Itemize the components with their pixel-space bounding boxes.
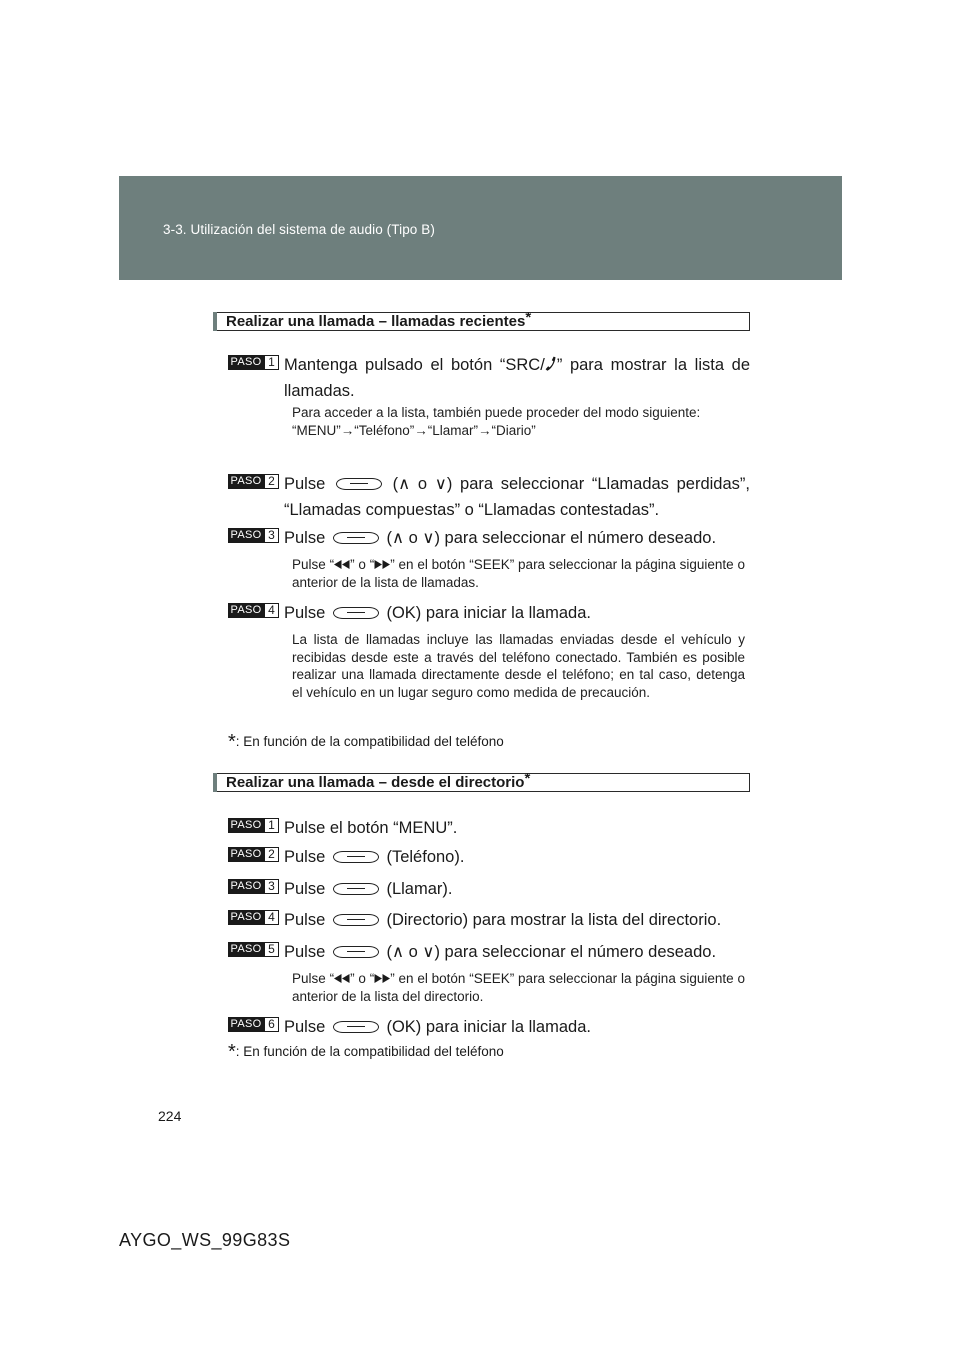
control-button-icon	[333, 851, 379, 863]
rewind-icon	[334, 974, 350, 983]
step-6: PASO 6 Pulse (OK) para iniciar la llamada.	[228, 1014, 750, 1040]
step-2: PASO 2 Pulse (Teléfono).	[228, 844, 750, 870]
chapter-header-title: 3-3. Utilización del sistema de audio (Tipo B)	[163, 222, 435, 237]
control-button-icon	[333, 946, 379, 958]
step-badge: PASO 3	[228, 528, 279, 543]
fast-forward-icon	[374, 974, 390, 983]
control-button-icon	[336, 478, 382, 490]
rewind-icon	[334, 560, 350, 569]
control-button-icon	[333, 1021, 379, 1033]
step-3: PASO 3 Pulse (Llamar).	[228, 876, 750, 902]
document-code: AYGO_WS_99G83S	[119, 1230, 291, 1250]
section-title-text: Realizar una llamada – desde el directorio	[226, 774, 525, 791]
control-button-icon	[333, 607, 379, 619]
footnote-mark: *	[525, 309, 532, 326]
step-badge: PASO 5	[228, 942, 279, 957]
footnote-2: *: En función de la compatibilidad del teléfono	[228, 1041, 504, 1063]
section-title-directory	[213, 770, 750, 792]
step-badge: PASO 3	[228, 879, 279, 894]
step-3: PASO 3 Pulse (∧ o ∨) para seleccionar el número deseado.	[228, 525, 750, 551]
section-title-recent-calls	[213, 309, 750, 331]
chapter-header-band	[119, 176, 842, 280]
step-badge: PASO 2	[228, 847, 279, 862]
control-button-icon	[333, 883, 379, 895]
note-seek-calls: Pulse “ ” o “ ” en el botón “SEEK” para seleccionar la página siguiente o anterior de la lista de llamadas.	[292, 557, 745, 590]
note-call-list: La lista de llamadas incluye las llamadas enviadas desde el vehículo y recibidas desde este a través del teléfono conectado. También es posible realizar una llamada directamente desde el teléfono; en tal caso, detenga el vehículo en un lugar seguro como medida de precaución.	[292, 632, 745, 700]
section-title-text: Realizar una llamada – llamadas recientes	[226, 313, 526, 330]
step-4: PASO 4 Pulse (Directorio) para mostrar la lista del directorio.	[228, 907, 750, 933]
step-4: PASO 4 Pulse (OK) para iniciar la llamada.	[228, 600, 750, 626]
step-5: PASO 5 Pulse (∧ o ∨) para seleccionar el número deseado.	[228, 939, 750, 965]
footnote-mark: *	[524, 770, 531, 787]
step-badge: PASO 4	[228, 603, 279, 618]
control-button-icon	[333, 532, 379, 544]
step-2: PASO 2 Pulse (∧ o ∨) para seleccionar “Llamadas perdidas”, “Llamadas compuestas” o “Llamadas contestadas”.	[228, 471, 750, 523]
step-badge: PASO 6	[228, 1017, 279, 1032]
control-button-icon	[333, 914, 379, 926]
step-badge: PASO 2	[228, 474, 279, 489]
note-seek-directory: Pulse “ ” o “ ” en el botón “SEEK” para seleccionar la página siguiente o anterior de la lista del directorio.	[292, 971, 745, 1004]
step-badge: PASO 1	[228, 355, 279, 370]
page-number: 224	[158, 1108, 182, 1124]
step-badge: PASO 4	[228, 910, 279, 925]
fast-forward-icon	[374, 560, 390, 569]
step-badge: PASO 1	[228, 818, 279, 833]
step-1: PASO 1 Pulse el botón “MENU”.	[228, 815, 750, 841]
step-1: PASO 1 Mantenga pulsado el botón “SRC/ ” para mostrar la lista de llamadas.	[228, 352, 750, 404]
phone-icon	[545, 356, 557, 372]
footnote-1: *: En función de la compatibilidad del teléfono	[228, 731, 504, 753]
note-access-list: Para acceder a la lista, también puede proceder del modo siguiente: “MENU”→“Teléfono”→“Llamar”→“Diario”	[292, 405, 701, 438]
